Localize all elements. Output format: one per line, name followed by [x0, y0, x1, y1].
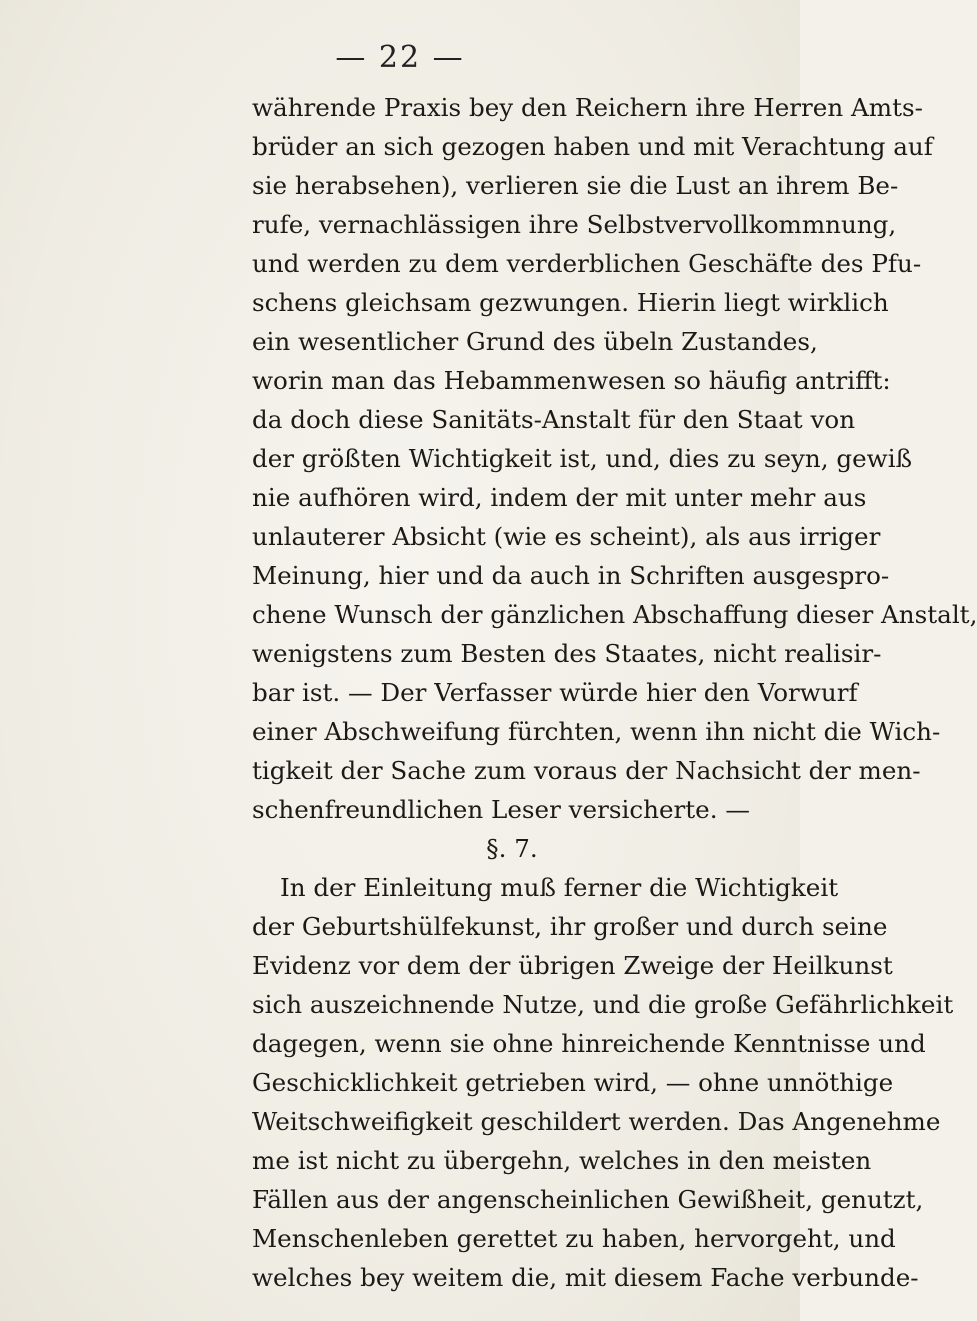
text-line: einer Abschweifung fürchten, wenn ihn nicht die Wich-	[252, 717, 941, 746]
text-line: da doch diese Sanitäts-Anstalt für den Staat von	[252, 405, 856, 434]
text-line: ein wesentlicher Grund des übeln Zustandes,	[252, 327, 818, 356]
text-line: Geschicklichkeit getrieben wird, — ohne unnöthige	[252, 1068, 894, 1097]
text-line: me ist nicht zu übergehn, welches in den meisten	[252, 1146, 872, 1175]
text-line: chene Wunsch der gänzlichen Abschaffung dieser Anstalt,	[252, 600, 977, 629]
text-line: tigkeit der Sache zum voraus der Nachsicht der men-	[252, 756, 921, 785]
text-line: rufe, vernachlässigen ihre Selbstvervollkommnung,	[252, 210, 897, 239]
section-heading: §. 7.	[486, 834, 538, 863]
page-number: — 22 —	[335, 40, 465, 75]
text-line: Weitschweifigkeit geschildert werden. Das Angenehme	[252, 1107, 941, 1136]
text-line: nie aufhören wird, indem der mit unter mehr aus	[252, 483, 867, 512]
text-line: und werden zu dem verderblichen Geschäfte des Pfu-	[252, 249, 922, 278]
body-text	[252, 88, 977, 1298]
text-line: Meinung, hier und da auch in Schriften ausgespro-	[252, 561, 890, 590]
text-line: sie herabsehen), verlieren sie die Lust an ihrem Be-	[252, 171, 899, 200]
text-line: wenigstens zum Besten des Staates, nicht realisir-	[252, 639, 882, 668]
text-line: sich auszeichnende Nutze, und die große Gefährlichkeit	[252, 990, 954, 1019]
text-line: brüder an sich gezogen haben und mit Verachtung auf	[252, 132, 933, 161]
text-line: währende Praxis bey den Reichern ihre Herren Amts-	[252, 93, 923, 122]
text-line: der Geburtshülfekunst, ihr großer und durch seine	[252, 912, 888, 941]
text-line: unlauterer Absicht (wie es scheint), als aus irriger	[252, 522, 881, 551]
text-line: der größten Wichtigkeit ist, und, dies zu seyn, gewiß	[252, 444, 913, 473]
text-line: In der Einleitung muß ferner die Wichtigkeit	[280, 873, 839, 902]
text-line: Menschenleben gerettet zu haben, hervorgeht, und	[252, 1224, 896, 1253]
text-line: schens gleichsam gezwungen. Hierin liegt wirklich	[252, 288, 889, 317]
text-line: Fällen aus der angenscheinlichen Gewißheit, genutzt,	[252, 1185, 924, 1214]
text-line: welches bey weitem die, mit diesem Fache verbunde-	[252, 1263, 919, 1292]
text-line: bar ist. — Der Verfasser würde hier den Vorwurf	[252, 678, 858, 707]
text-line: schenfreundlichen Leser versicherte. —	[252, 795, 750, 824]
text-line: dagegen, wenn sie ohne hinreichende Kenntnisse und	[252, 1029, 926, 1058]
text-line: worin man das Hebammenwesen so häufig antrifft:	[252, 366, 891, 395]
text-line: Evidenz vor dem der übrigen Zweige der Heilkunst	[252, 951, 893, 980]
